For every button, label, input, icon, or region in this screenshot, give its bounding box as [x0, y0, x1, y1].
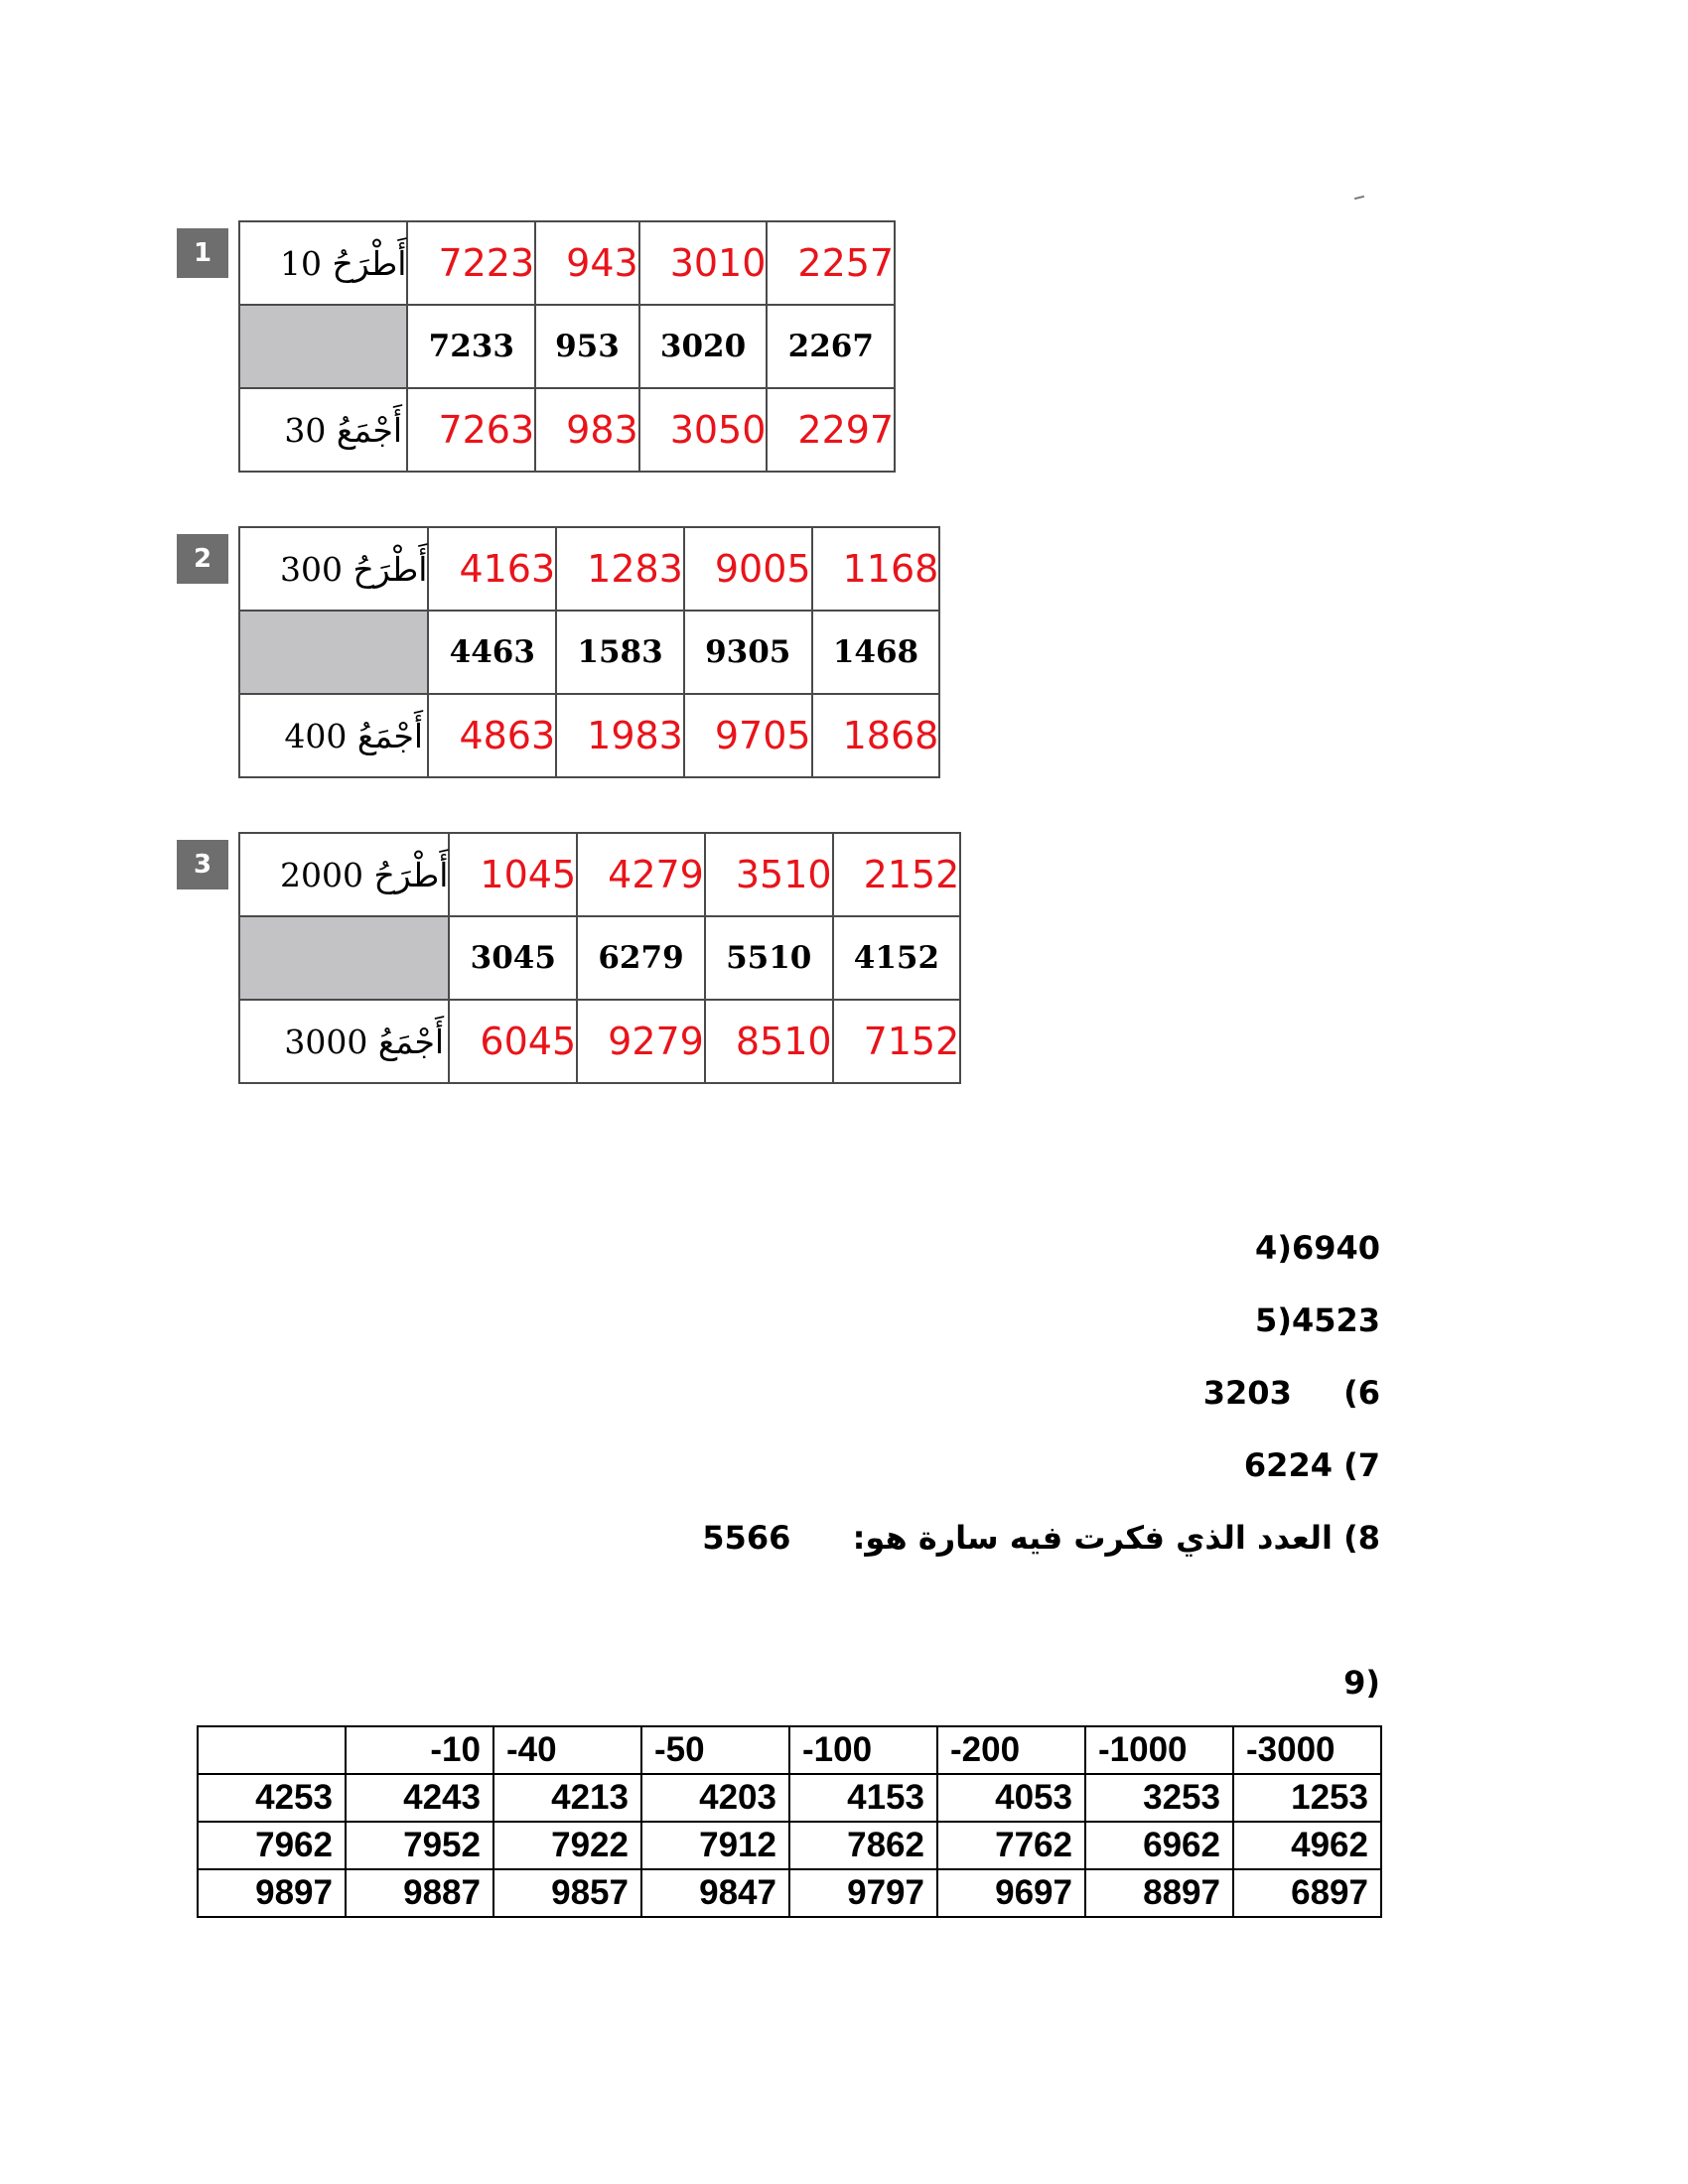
table-cell: 9897	[198, 1869, 346, 1917]
answer-6	[1203, 1374, 1380, 1412]
table-header-cell: -50	[641, 1726, 789, 1774]
table-cell: 6897	[1233, 1869, 1381, 1917]
subtract-result: 1283	[556, 527, 684, 611]
answer-7-value: 6224	[1243, 1446, 1333, 1484]
given-number: 3045	[449, 916, 577, 1000]
stray-mark	[1354, 196, 1364, 200]
subtract-result: 4279	[577, 833, 705, 916]
table-header-cell	[198, 1726, 346, 1774]
given-row	[239, 611, 939, 694]
subtract-label: أَطْرَحُ 10	[239, 221, 407, 305]
add-result: 3050	[639, 388, 768, 472]
subtract-result: 9005	[684, 527, 812, 611]
shaded-cell	[239, 305, 407, 388]
subtract-result: 3510	[705, 833, 833, 916]
table-cell: 3253	[1085, 1774, 1233, 1822]
subtract-result: 1045	[449, 833, 577, 916]
given-number: 4463	[428, 611, 556, 694]
given-number: 3020	[639, 305, 768, 388]
answer-6-label: 6)	[1343, 1374, 1380, 1412]
given-number: 6279	[577, 916, 705, 1000]
table-row	[198, 1774, 1381, 1822]
table-cell: 6962	[1085, 1822, 1233, 1869]
given-number: 1468	[812, 611, 940, 694]
table-cell: 7862	[789, 1822, 937, 1869]
exercise-table	[238, 832, 961, 1084]
subtract-row	[239, 833, 960, 916]
subtract-result: 2257	[767, 221, 895, 305]
table-cell: 4962	[1233, 1822, 1381, 1869]
add-result: 9705	[684, 694, 812, 777]
given-number: 1583	[556, 611, 684, 694]
subtract-result: 2152	[833, 833, 961, 916]
add-row	[239, 694, 939, 777]
given-number: 9305	[684, 611, 812, 694]
add-result: 7263	[407, 388, 535, 472]
table-cell: 9887	[346, 1869, 493, 1917]
add-label: أَجْمَعُ 30	[239, 388, 407, 472]
add-row	[239, 1000, 960, 1083]
add-result: 1983	[556, 694, 684, 777]
answer-6-value: 3203	[1202, 1374, 1292, 1412]
answer-7	[1244, 1446, 1380, 1484]
given-row	[239, 916, 960, 1000]
subtraction-results-table	[197, 1725, 1382, 1918]
given-number: 4152	[833, 916, 961, 1000]
table-cell: 9697	[937, 1869, 1085, 1917]
exercise-number-badge: 1	[177, 228, 228, 278]
subtract-result: 1168	[812, 527, 940, 611]
subtract-result: 943	[535, 221, 639, 305]
subtract-label: أَطْرَحُ 2000	[239, 833, 449, 916]
given-number: 5510	[705, 916, 833, 1000]
table-cell: 1253	[1233, 1774, 1381, 1822]
table-cell: 8897	[1085, 1869, 1233, 1917]
exercise-number-badge: 2	[177, 534, 228, 584]
table-cell: 4253	[198, 1774, 346, 1822]
shaded-cell	[239, 916, 449, 1000]
table-header-cell: -10	[346, 1726, 493, 1774]
add-label: أَجْمَعُ 400	[239, 694, 428, 777]
table-header-row	[198, 1726, 1381, 1774]
subtract-result: 4163	[428, 527, 556, 611]
table-cell: 9857	[493, 1869, 641, 1917]
answer-5: 4523(5	[1255, 1301, 1380, 1339]
add-result: 2297	[767, 388, 895, 472]
add-result: 4863	[428, 694, 556, 777]
add-label: أَجْمَعُ 3000	[239, 1000, 449, 1083]
table-header-cell: -40	[493, 1726, 641, 1774]
table-cell: 4153	[789, 1774, 937, 1822]
answer-9-label: (9	[1343, 1664, 1380, 1702]
table-header-cell: -3000	[1233, 1726, 1381, 1774]
exercise-table	[238, 220, 896, 473]
answer-4: 6940(4	[1255, 1229, 1380, 1267]
table-cell: 4243	[346, 1774, 493, 1822]
answer-8-value: 5566	[702, 1519, 791, 1557]
given-number: 953	[535, 305, 639, 388]
given-row	[239, 305, 895, 388]
table-row	[198, 1822, 1381, 1869]
add-result: 9279	[577, 1000, 705, 1083]
table-cell: 7912	[641, 1822, 789, 1869]
table-cell: 4053	[937, 1774, 1085, 1822]
table-header-cell: -1000	[1085, 1726, 1233, 1774]
table-cell: 4213	[493, 1774, 641, 1822]
subtract-result: 7223	[407, 221, 535, 305]
given-number: 2267	[767, 305, 895, 388]
table-row	[198, 1869, 1381, 1917]
table-cell: 9847	[641, 1869, 789, 1917]
add-result: 983	[535, 388, 639, 472]
subtract-row	[239, 221, 895, 305]
subtract-result: 3010	[639, 221, 768, 305]
answer-7-label: 7)	[1343, 1446, 1380, 1484]
add-result: 1868	[812, 694, 940, 777]
subtract-label: أَطْرَحُ 300	[239, 527, 428, 611]
add-row	[239, 388, 895, 472]
table-cell: 7762	[937, 1822, 1085, 1869]
table-header-cell: -200	[937, 1726, 1085, 1774]
shaded-cell	[239, 611, 428, 694]
add-result: 8510	[705, 1000, 833, 1083]
exercise-table	[238, 526, 940, 778]
table-cell: 7922	[493, 1822, 641, 1869]
add-result: 6045	[449, 1000, 577, 1083]
table-cell: 9797	[789, 1869, 937, 1917]
table-cell: 7952	[346, 1822, 493, 1869]
add-result: 7152	[833, 1000, 961, 1083]
exercise-number-badge: 3	[177, 840, 228, 889]
table-header-cell: -100	[789, 1726, 937, 1774]
given-number: 7233	[407, 305, 535, 388]
subtract-row	[239, 527, 939, 611]
table-cell: 4203	[641, 1774, 789, 1822]
answer-8-label: 8) العدد الذي فكرت فيه سارة هو:	[852, 1519, 1380, 1557]
table-cell: 7962	[198, 1822, 346, 1869]
answer-8	[702, 1519, 1380, 1557]
